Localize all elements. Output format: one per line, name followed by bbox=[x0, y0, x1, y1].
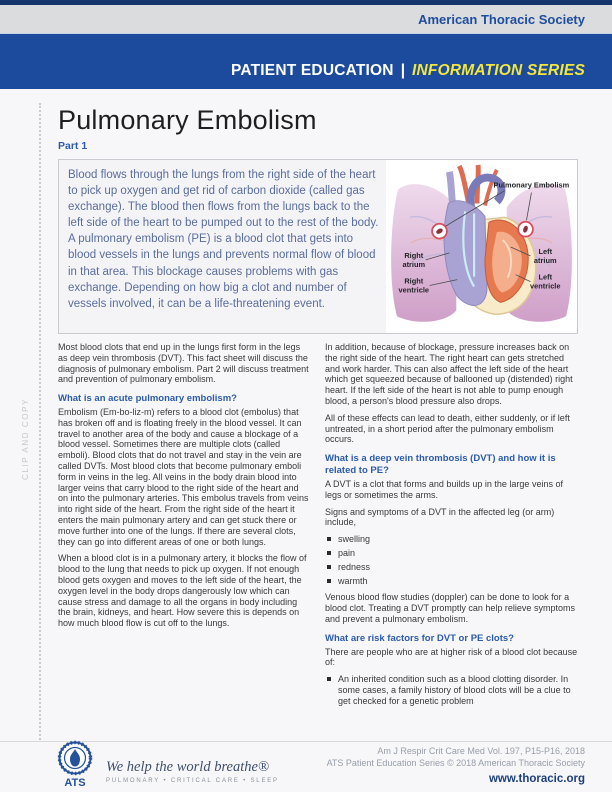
page-title: Pulmonary Embolism bbox=[58, 105, 317, 135]
embolism-marker-right bbox=[518, 222, 533, 237]
list-item-text: redness bbox=[338, 561, 371, 572]
clip-and-copy-label: CLIP AND COPY bbox=[21, 397, 30, 480]
series-banner bbox=[0, 33, 612, 89]
paragraph: All of these effects can lead to death, either suddenly, or if left untreated, in a short period after the pulmonary embolism occurs. bbox=[325, 412, 570, 445]
list-item-text: swelling bbox=[338, 534, 371, 545]
label-left-atrium-line2: atrium bbox=[533, 255, 557, 265]
left-column bbox=[58, 342, 311, 713]
bullet-square-icon bbox=[327, 565, 331, 569]
banner-patient-education: PATIENT EDUCATION bbox=[230, 62, 394, 79]
page-content bbox=[58, 90, 578, 713]
label-right-atrium-line1: Right bbox=[404, 250, 424, 260]
label-right-ventricle-line1: Right bbox=[404, 276, 424, 286]
label-left-atrium-line1: Left bbox=[538, 246, 553, 256]
section-heading-risk-factors: What are risk factors for DVT or PE clots? bbox=[325, 632, 514, 644]
label-pulmonary-embolism: Pulmonary Embolism bbox=[493, 180, 570, 190]
bullet-square-icon bbox=[327, 579, 331, 583]
label-right-atrium-line2: atrium bbox=[402, 259, 426, 269]
label-left-ventricle-line1: Left bbox=[538, 272, 553, 282]
citation-journal: Am J Respir Crit Care Med Vol. 197, P15-P16, 2018 bbox=[377, 745, 585, 756]
bullet-square-icon bbox=[327, 677, 331, 681]
citation-series: ATS Patient Education Series © 2018 American Thoracic Society bbox=[326, 758, 585, 769]
label-right-ventricle-line2: ventricle bbox=[398, 285, 430, 295]
list-item bbox=[325, 674, 578, 706]
clip-dotted-line bbox=[39, 103, 41, 740]
paragraph: There are people who are at higher risk of a blood clot because of: bbox=[325, 646, 578, 668]
list-item bbox=[325, 548, 578, 559]
paragraph: A DVT is a clot that forms and builds up in the large veins of legs or sometimes the arms. bbox=[325, 478, 563, 500]
tagline-subtext: PULMONARY • CRITICAL CARE • SLEEP bbox=[106, 777, 279, 784]
part-label: Part 1 bbox=[58, 140, 88, 152]
body-columns bbox=[58, 342, 578, 713]
page-footer bbox=[0, 741, 612, 792]
right-column bbox=[325, 342, 578, 713]
heart-lungs-figure bbox=[386, 160, 577, 333]
bullet-square-icon bbox=[327, 537, 331, 541]
intro-summary-box bbox=[58, 159, 578, 334]
ats-logo bbox=[54, 740, 96, 792]
label-left-ventricle-line2: ventricle bbox=[530, 281, 561, 291]
intro-summary-text: Blood flows through the lungs from the right side of the heart to pick up oxygen and get rid of carbon dioxide (called gas exchange). The blood then flows from the lungs back to the left side of the heart to be pumped out to the rest of the body. A pulmonary embolism (PE) is a blood clot that gets into blood vessels in the lungs and prevents normal flow of blood in that area. This blockage causes problems with gas exchange. Depending on how big a clot and number of vessels involved, it can be a life-threatening event. bbox=[68, 169, 379, 310]
paragraph: In addition, because of blockage, pressure increases back on the right side of the heart. The right heart can gets stretched and work harder. This can also affect the left side of the heart which get squeezed because of ballooned up (distended) right heart. If the left side of the heart is not able to pump enough blood, a person's blood pressure also drops. bbox=[325, 342, 573, 406]
list-item bbox=[325, 562, 578, 573]
tagline-text: We help the world breathe® bbox=[106, 758, 269, 775]
paragraph: Most blood clots that end up in the lungs first form in the legs as deep vein thrombosis (DVT). This fact sheet will discuss the diagnosis of pulmonary embolism. Part 2 will discuss treatment and prevention of pulmonary embolism. bbox=[58, 342, 309, 385]
heart-lungs-illustration bbox=[386, 160, 577, 333]
list-item-text: An inherited condition such as a blood clotting disorder. In some cases, a family history of blood clots will be a clue to get checked for a genetic problem bbox=[338, 674, 571, 706]
society-name: American Thoracic Society bbox=[418, 11, 585, 27]
society-header-bar bbox=[0, 5, 612, 33]
banner-divider: | bbox=[400, 62, 406, 79]
list-item bbox=[325, 534, 578, 545]
ats-seal-icon bbox=[54, 740, 96, 788]
list-item-text: pain bbox=[338, 547, 356, 558]
section-heading-dvt: What is a deep vein thrombosis (DVT) and how it is related to PE? bbox=[325, 453, 556, 477]
dvt-symptom-list bbox=[325, 534, 578, 586]
list-item bbox=[325, 576, 578, 587]
paragraph: Embolism (Em-bo-liz-m) refers to a blood clot (embolus) that has broken off and is floating freely in the blood vessel. It can travel to another area of the body and cause a blockage of a blood vessel. Sometimes there are multiple clots (called emboli). Blood clots that do not travel and stay in the vein are called DVTs. Most blood clots that become pulmonary emboli form in veins in the leg. All veins in the body drain blood into larger veins that carry blood to the right side of the heart and on into the pulmonary arteries. This embolus travels from veins into right side of the heart. From the right side of the heart it enters the main pulmonary artery and can get stuck there or move further into one of the lungs. If there are several clots, they can go into different areas of one or both lungs. bbox=[58, 407, 309, 547]
paragraph: Signs and symptoms of a DVT in the affected leg (or arm) include, bbox=[325, 506, 555, 528]
paragraph: Venous blood flow studies (doppler) can be done to look for a blood clot. Treating a DVT promptly can help relieve symptoms and prevent a pulmonary embolism. bbox=[325, 592, 575, 624]
tagline-block bbox=[106, 749, 279, 784]
banner-information-series: INFORMATION SERIES bbox=[412, 62, 585, 79]
risk-factor-list bbox=[325, 674, 578, 706]
list-item-text: warmth bbox=[338, 575, 368, 586]
embolism-marker-left bbox=[432, 224, 447, 239]
section-heading-acute-pe: What is an acute pulmonary embolism? bbox=[58, 393, 237, 405]
paragraph: When a blood clot is in a pulmonary artery, it blocks the flow of blood to the lung that needs to pick up oxygen. If not enough blood gets oxygen and moves to the left side of the heart, the oxygen level in the body drops dangerously low which can cause stress and damage to all the organs in body including the brain, kidneys, and heart. How severe this is depends on how much blood flow is cut off to the lungs. bbox=[58, 553, 307, 629]
bullet-square-icon bbox=[327, 551, 331, 555]
citation-block bbox=[327, 745, 585, 787]
website-link[interactable]: www.thoracic.org bbox=[488, 773, 585, 786]
ats-logo-text: ATS bbox=[64, 776, 86, 788]
